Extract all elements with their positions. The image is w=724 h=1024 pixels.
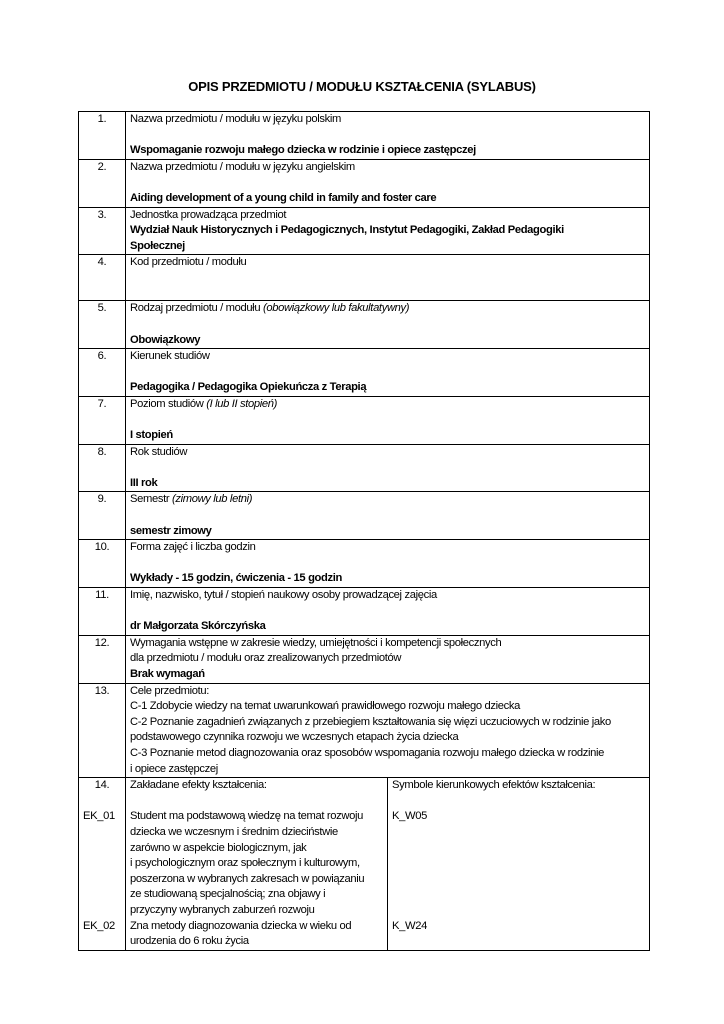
row-label: Forma zajęć i liczba godzin	[130, 541, 256, 554]
table-row	[79, 444, 650, 492]
table-row	[79, 207, 650, 255]
table-row	[79, 588, 650, 636]
row-label-note: (zimowy lub letni)	[171, 493, 253, 506]
row-value: dr Małgorzata Skórczyńska	[130, 620, 266, 633]
row-content	[126, 159, 650, 207]
row-label-note: (I lub II stopień)	[206, 397, 278, 410]
row-value: III rok	[130, 476, 158, 489]
table-row	[79, 540, 650, 588]
row-value: Wydział Nauk Historycznych i Pedagogicznych, Instytut Pedagogiki, Zakład Pedagogiki	[130, 224, 564, 237]
row-number: 4.	[79, 255, 126, 301]
row-label: Rok studiów	[130, 445, 188, 458]
row-label: Kod przedmiotu / modułu	[130, 256, 247, 269]
effect-line: i psychologicznym oraz społecznym i kulturowym,	[130, 857, 360, 870]
row-label: dla przedmiotu / modułu oraz zrealizowanych przedmiotów	[130, 652, 402, 665]
page-title: OPIS PRZEDMIOTU / MODUŁU KSZTAŁCENIA (SYLABUS)	[188, 79, 536, 94]
effects-symbol-cell	[388, 778, 650, 951]
row-value: Społecznej	[130, 239, 185, 252]
row-label-note: (obowiązkowy lub fakultatywny)	[262, 302, 410, 315]
table-row	[79, 683, 650, 778]
row-line: i opiece zastępczej	[130, 762, 218, 775]
row-value: Wspomaganie rozwoju małego dziecka w rodzinie i opiece zastępczej	[130, 144, 476, 157]
row-content	[126, 444, 650, 492]
table-row	[79, 301, 650, 349]
row-value: Obowiązkowy	[130, 333, 201, 346]
effect-line: zarówno w aspekcie biologicznym, jak	[130, 841, 307, 854]
effects-description-cell	[126, 778, 388, 951]
table-row	[79, 349, 650, 397]
effect-line: przyczyny wybranych zaburzeń rozwoju	[130, 903, 315, 916]
syllabus-table	[78, 111, 650, 951]
row-value: Wykłady - 15 godzin, ćwiczenia - 15 godzin	[130, 572, 342, 585]
table-row	[79, 778, 650, 951]
row-number: 12.	[79, 635, 126, 683]
row-number: 3.	[79, 207, 126, 255]
effect-code: EK_01	[83, 810, 115, 823]
row-label: Kierunek studiów	[130, 350, 210, 363]
table-row	[79, 396, 650, 444]
table-row	[79, 159, 650, 207]
table-row	[79, 492, 650, 540]
effect-line: ze studiowaną specjalnością; zna objawy i	[130, 888, 326, 901]
row-number: 7.	[79, 396, 126, 444]
row-number: 13.	[79, 683, 126, 778]
row-label: Nazwa przedmiotu / modułu w języku angielskim	[130, 160, 355, 173]
row-number: 5.	[79, 301, 126, 349]
effect-line: dziecka we wczesnym i średnim dzieciństwie	[130, 825, 338, 838]
effect-code: EK_02	[83, 919, 115, 932]
row-line: C-1 Zdobycie wiedzy na temat uwarunkowań prawidłowego rozwoju małego dziecka	[130, 700, 521, 713]
effect-symbol: K_W05	[392, 810, 427, 823]
row-content	[126, 207, 650, 255]
effect-line: Student ma podstawową wiedzę na temat rozwoju	[130, 810, 363, 823]
effects-header: Zakładane efekty kształcenia:	[130, 779, 267, 792]
row-number: 10.	[79, 540, 126, 588]
row-content	[126, 492, 650, 540]
row-value: I stopień	[130, 429, 173, 442]
row-content	[126, 396, 650, 444]
effect-line: urodzenia do 6 roku życia	[130, 935, 249, 948]
row-content	[126, 349, 650, 397]
row-label: Wymagania wstępne w zakresie wiedzy, umiejętności i kompetencji społecznych	[130, 636, 502, 649]
effect-symbol: K_W24	[392, 919, 427, 932]
row-number: 2.	[79, 159, 126, 207]
row-content	[126, 540, 650, 588]
row-value: semestr zimowy	[130, 524, 212, 537]
table-row	[79, 112, 650, 160]
row-content	[126, 255, 650, 301]
row-content	[126, 301, 650, 349]
row-number: 1.	[79, 112, 126, 160]
row-label: Semestr	[130, 493, 170, 506]
row-label: Poziom studiów	[130, 397, 204, 410]
row-label: Jednostka prowadząca przedmiot	[130, 208, 287, 221]
row-number: 9.	[79, 492, 126, 540]
effect-line: poszerzona w wybranych zakresach w powiązaniu	[130, 872, 365, 885]
row-line: C-2 Poznanie zagadnień związanych z przebiegiem kształtowania się więzi uczuciowych w rodzinie jako	[130, 715, 611, 728]
row-content	[126, 635, 650, 683]
table-row	[79, 255, 650, 301]
row-line: podstawowego czynnika rozwoju we wczesnych etapach życia dziecka	[130, 731, 459, 744]
symbols-header: Symbole kierunkowych efektów kształcenia:	[392, 779, 596, 792]
row-number: 11.	[79, 588, 126, 636]
row-number: 6.	[79, 349, 126, 397]
table-row	[79, 635, 650, 683]
row-content	[126, 588, 650, 636]
row-label: Nazwa przedmiotu / modułu w języku polskim	[130, 113, 342, 125]
row-label: Imię, nazwisko, tytuł / stopień naukowy osoby prowadzącej zajęcia	[130, 589, 437, 602]
row-line: Cele przedmiotu:	[130, 684, 209, 697]
row-value: Aiding development of a young child in family and foster care	[130, 191, 437, 204]
row-label: Rodzaj przedmiotu / modułu	[130, 302, 261, 315]
effect-line: Zna metody diagnozowania dziecka w wieku od	[130, 919, 352, 932]
row-content	[126, 112, 650, 160]
row-number: 14. EK_01 EK_02	[79, 778, 126, 951]
row-line: C-3 Poznanie metod diagnozowania oraz sposobów wspomagania rozwoju małego dziecka w rodzinie	[130, 746, 605, 759]
row-value: Pedagogika / Pedagogika Opiekuńcza z Terapią	[130, 381, 367, 394]
row-content	[126, 683, 650, 778]
row-number: 8.	[79, 444, 126, 492]
row-value: Brak wymagań	[130, 668, 205, 680]
